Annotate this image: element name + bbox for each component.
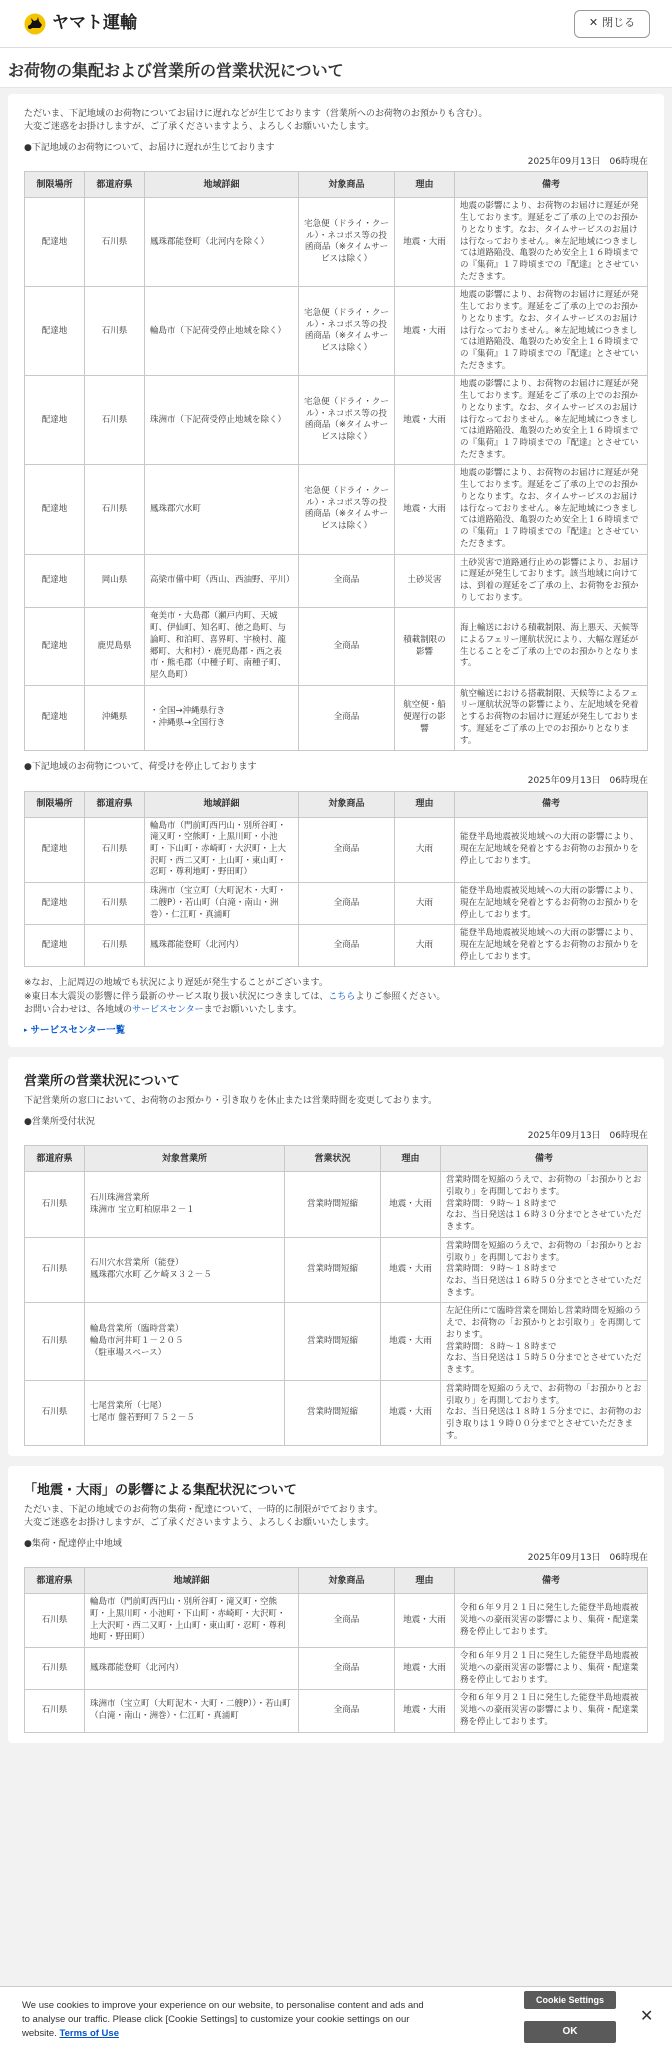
site-header [0, 0, 672, 48]
table-cell: 地震・大雨 [381, 1380, 441, 1446]
table-cell: 地震・大雨 [381, 1237, 441, 1303]
table-row [25, 925, 648, 967]
intro-line-1: ただいま、下記地域のお荷物についてお届けに遅れなどが生じております（営業所へのお荷物のお預かりも含む）。 [24, 109, 488, 119]
table-cell: 石川県 [85, 817, 145, 883]
col-header: 地域詳細 [85, 1568, 299, 1594]
table-cell: 全商品 [299, 925, 395, 967]
black-cat-logo-icon [22, 13, 48, 35]
terms-of-use-link[interactable]: Terms of Use [59, 2027, 119, 2039]
quake-date: 2025年09月13日 06時現在 [527, 1553, 648, 1564]
table-cell: 地震・大雨 [395, 465, 455, 554]
table-row [25, 1594, 648, 1648]
stop-table-header [25, 791, 648, 817]
table-cell: 石川県 [85, 925, 145, 967]
quake-intro [24, 1504, 648, 1530]
service-center-link[interactable]: サービスセンター [132, 1004, 204, 1015]
note-2 [24, 991, 648, 1004]
quake-section-title: 「地震・大雨」の影響による集配状況について [24, 1483, 297, 1499]
table-cell: 能登半島地震被災地域への大雨の影響により、現在左記地域を発着とするお荷物のお預かりを停止しております。 [455, 817, 648, 883]
table-cell: 石川県 [85, 198, 145, 287]
table-cell: 地震・大雨 [395, 1690, 455, 1732]
col-header: 制限場所 [25, 172, 85, 198]
delay-subhead: ●下記地域のお荷物について、お届けに遅れが生じております [24, 143, 275, 154]
table-cell: 地震の影響により、お荷物のお届けに遅延が発生しております。遅延をご了承の上でのお預かりとなります。なお、タイムサービスのお届けは行なっておりません。※左記地域につきましては道路陥没、亀裂のため安全上１６時頃までの『集荷』１７時頃までの『配達』とさせていただきます。 [455, 465, 648, 554]
table-cell: 全商品 [299, 1648, 395, 1690]
section1-intro [24, 108, 648, 134]
table-cell: 大雨 [395, 925, 455, 967]
table-cell: 石川穴水営業所（能登） 鳳珠郡穴水町 乙ケ崎ヌ３２－５ [85, 1237, 285, 1303]
note-2-text: ※東日本大震災の影響に伴う最新のサービス取り扱い状況につきましては、 [24, 991, 329, 1002]
table-cell: 石川県 [25, 1380, 85, 1446]
table-cell: 配達地 [25, 198, 85, 287]
table-cell: 鳳珠郡能登町（北河内） [145, 925, 299, 967]
notes [24, 977, 648, 1016]
delay-table-body [25, 198, 648, 751]
col-header: 備考 [455, 791, 648, 817]
table-cell: 営業時間短縮 [285, 1172, 381, 1238]
table-cell: 地震・大雨 [381, 1303, 441, 1380]
stop-subhead: ●下記地域のお荷物について、荷受けを停止しております [24, 762, 257, 773]
note-3-text: お問い合わせは、各地域の [24, 1004, 133, 1015]
table-cell: 配達地 [25, 287, 85, 376]
table-cell: 能登半島地震被災地域への大雨の影響により、現在左記地域を発着とするお荷物のお預かりを停止しております。 [455, 925, 648, 967]
logo-text: ヤマト運輸 [52, 13, 137, 34]
col-header: 備考 [455, 1568, 648, 1594]
table-cell: 地震・大雨 [395, 287, 455, 376]
close-button[interactable] [574, 10, 650, 38]
table-cell: 航空輸送における搭載制限、天候等によるフェリー運航状況等の影響により、左記地域を発着とするお荷物のお届けに遅延が発生しております。遅延をご了承の上でのお預かりとなります。 [455, 685, 648, 751]
col-header: 地域詳細 [145, 791, 299, 817]
table-cell: 地震・大雨 [395, 1594, 455, 1648]
table-cell: 全商品 [299, 817, 395, 883]
col-header: 対象商品 [299, 172, 395, 198]
note-3-text-post: までお願いいたします。 [203, 1004, 302, 1015]
close-label: 閉じる [602, 16, 636, 30]
east-japan-link[interactable]: こちら [328, 991, 356, 1002]
yamato-logo[interactable] [22, 12, 137, 35]
close-icon: ✕ [588, 16, 599, 30]
quake-status-panel [8, 1466, 664, 1742]
table-cell: 全商品 [299, 685, 395, 751]
table-cell: 配達地 [25, 608, 85, 685]
stop-table [24, 791, 648, 968]
table-cell: 七尾営業所（七尾） 七尾市 盤若野町７５２－５ [85, 1380, 285, 1446]
table-cell: 令和６年９月２１日に発生した能登半島地震被災地への豪雨災害の影響により、集荷・配達業務を停止しております。 [455, 1648, 648, 1690]
table-cell: 珠洲市（宝立町（大町泥木・大町・二艘P）・若山町（白滝・南山・洲巻）・仁江町・真浦町 [145, 883, 299, 925]
table-cell: 営業時間を短縮のうえで、お荷物の「お預かりとお引取り」を再開しております。 営業時間：９時～１８時まで なお、当日発送は１６時３０分までとさせていただきます。 [441, 1172, 648, 1238]
cookie-text [22, 1999, 432, 2040]
table-cell: 石川県 [25, 1594, 85, 1648]
table-row [25, 1648, 648, 1690]
table-row [25, 1172, 648, 1238]
table-cell: 石川県 [25, 1237, 85, 1303]
col-header: 営業状況 [285, 1146, 381, 1172]
table-cell: 鳳珠郡能登町（北河内） [85, 1648, 299, 1690]
table-cell: 営業時間短縮 [285, 1237, 381, 1303]
col-header: 地域詳細 [145, 172, 299, 198]
table-cell: 配達地 [25, 883, 85, 925]
table-cell: 海上輸送における積載制限、海上悪天、天候等によるフェリー運航状況により、大幅な遅延が生じることをご了承の上でのお預かりとなります。 [455, 608, 648, 685]
delay-table [24, 171, 648, 751]
table-cell: 全商品 [299, 554, 395, 608]
page-title: お荷物の集配および営業所の営業状況について [0, 48, 672, 88]
table-cell: 宅急便（ドライ・クール）・ネコポス等の投函商品（※タイムサービスは除く） [299, 376, 395, 465]
table-cell: 石川県 [25, 1303, 85, 1380]
table-cell: 宅急便（ドライ・クール）・ネコポス等の投函商品（※タイムサービスは除く） [299, 198, 395, 287]
table-cell: 令和６年９月２１日に発生した能登半島地震被災地への豪雨災害の影響により、集荷・配達業務を停止しております。 [455, 1690, 648, 1732]
table-row [25, 198, 648, 287]
table-cell: 鳳珠郡穴水町 [145, 465, 299, 554]
table-row [25, 883, 648, 925]
table-row [25, 1237, 648, 1303]
table-cell: 配達地 [25, 465, 85, 554]
quake-intro-line-1: ただいま、下記の地域でのお荷物の集荷・配達について、一時的に制限がでております。 [24, 1504, 383, 1515]
col-header: 都道府県 [85, 791, 145, 817]
table-cell: 石川珠洲営業所 珠洲市 宝立町柏原串２－１ [85, 1172, 285, 1238]
table-cell: 奄美市・大島郡（瀬戸内町、天城町、伊仙町、知名町、徳之島町、与論町、和泊町、喜界町、宇検村、龍郷町、大和村）・鹿児島郡・西之表市・熊毛郡（中種子町、南種子町、屋久島町） [145, 608, 299, 685]
table-cell: 輪島市（門前町西円山・別所谷町・滝又町・空熊町・上黒川町・小池町・下山町・赤崎町・大沢町・上大沢町・西二又町・上山町・東山町・忍町・尊利地町・野田町） [145, 817, 299, 883]
col-header: 制限場所 [25, 791, 85, 817]
office-date: 2025年09月13日 06時現在 [527, 1131, 648, 1142]
table-cell: 石川県 [25, 1172, 85, 1238]
col-header: 対象営業所 [85, 1146, 285, 1172]
table-cell: 鹿児島県 [85, 608, 145, 685]
table-cell: 全商品 [299, 608, 395, 685]
table-cell: 石川県 [25, 1690, 85, 1732]
table-row [25, 287, 648, 376]
table-cell: 珠洲市（下記荷受停止地域を除く） [145, 376, 299, 465]
table-cell: 航空便・船便遅行の影響 [395, 685, 455, 751]
table-cell: 営業時間を短縮のうえで、お荷物の「お預かりとお引取り」を再開しております。 営業時間：９時～１８時まで なお、当日発送は１６時５０分までとさせていただきます。 [441, 1237, 648, 1303]
table-cell: 石川県 [85, 883, 145, 925]
table-cell: 石川県 [85, 465, 145, 554]
cookie-banner [0, 1986, 672, 2048]
quake-table-body [25, 1594, 648, 1732]
table-cell: 地震・大雨 [395, 376, 455, 465]
table-row [25, 1303, 648, 1380]
table-cell: 地震・大雨 [395, 1648, 455, 1690]
office-section-title: 営業所の営業状況について [24, 1074, 180, 1090]
table-cell: 配達地 [25, 817, 85, 883]
office-table-header [25, 1146, 648, 1172]
table-cell: 石川県 [85, 287, 145, 376]
stop-table-body [25, 817, 648, 967]
table-row [25, 817, 648, 883]
table-cell: 地震の影響により、お荷物のお届けに遅延が発生しております。遅延をご了承の上でのお預かりとなります。なお、タイムサービスのお届けは行なっておりません。※左記地域につきましては道路陥没、亀裂のため安全上１６時頃までの『集荷』１７時頃までの『配達』とさせていただきます。 [455, 376, 648, 465]
table-cell: 大雨 [395, 883, 455, 925]
office-subhead: ●営業所受付状況 [24, 1117, 95, 1128]
cookie-message: We use cookies to improve your experience on our website, to personalise content and ads and to analyse our traffic. Please click [Cookie Settings] to customize your cookie settings on our website. [22, 2000, 424, 2039]
col-header: 備考 [455, 172, 648, 198]
table-row [25, 685, 648, 751]
table-cell: 宅急便（ドライ・クール）・ネコポス等の投函商品（※タイムサービスは除く） [299, 465, 395, 554]
table-cell: 鳳珠郡能登町（北河内を除く） [145, 198, 299, 287]
table-cell: 土砂災害 [395, 554, 455, 608]
table-cell: 地震の影響により、お荷物のお届けに遅延が発生しております。遅延をご了承の上でのお預かりとなります。なお、タイムサービスのお届けは行なっておりません。※左記地域につきましては道路陥没、亀裂のため安全上１６時頃までの『集荷』１７時頃までの『配達』とさせていただきます。 [455, 287, 648, 376]
table-cell: 地震・大雨 [381, 1172, 441, 1238]
table-cell: 岡山県 [85, 554, 145, 608]
cookie-ok-button[interactable]: OK [524, 2021, 616, 2043]
table-cell: 地震の影響により、お荷物のお届けに遅延が発生しております。遅延をご了承の上でのお預かりとなります。なお、タイムサービスのお届けは行なっておりません。※左記地域につきましては道路陥没、亀裂のため安全上１６時頃までの『集荷』１７時頃までの『配達』とさせていただきます。 [455, 198, 648, 287]
table-row [25, 554, 648, 608]
table-cell: 能登半島地震被災地域への大雨の影響により、現在左記地域を発着とするお荷物のお預かりを停止しております。 [455, 883, 648, 925]
col-header: 都道府県 [25, 1146, 85, 1172]
table-row [25, 608, 648, 685]
table-cell: 輪島市（下記荷受停止地域を除く） [145, 287, 299, 376]
quake-table [24, 1567, 648, 1732]
col-header: 理由 [381, 1146, 441, 1172]
note-2-text-post: よりご参照ください。 [355, 991, 446, 1002]
table-cell: 石川県 [85, 376, 145, 465]
col-header: 理由 [395, 172, 455, 198]
office-intro: 下記営業所の窓口において、お荷物のお預かり・引き取りを休止または営業時間を変更しております。 [24, 1095, 438, 1106]
table-cell: 宅急便（ドライ・クール）・ネコポス等の投函商品（※タイムサービスは除く） [299, 287, 395, 376]
col-header: 対象商品 [299, 791, 395, 817]
table-cell: 営業時間短縮 [285, 1303, 381, 1380]
table-cell: 配達地 [25, 554, 85, 608]
office-table-body [25, 1172, 648, 1446]
table-cell: 地震・大雨 [395, 198, 455, 287]
arrow-right-icon: ▸ [24, 1026, 28, 1035]
table-cell: 輪島営業所（臨時営業） 輪島市河井町１－２０５ （駐車場スペース） [85, 1303, 285, 1380]
table-cell: 全商品 [299, 1594, 395, 1648]
table-row [25, 465, 648, 554]
table-cell: 土砂災害で道路通行止めの影響により、お届けに遅延が発生しております。該当地域に向けては、到着の遅延をご了承の上、お荷物をお預かりしております。 [455, 554, 648, 608]
office-table [24, 1145, 648, 1446]
quake-table-header [25, 1568, 648, 1594]
service-center-list-label: サービスセンター一覧 [30, 1024, 126, 1036]
close-icon[interactable]: ✕ [640, 2006, 654, 2025]
table-cell: 令和６年９月２１日に発生した能登半島地震被災地への豪雨災害の影響により、集荷・配達業務を停止しております。 [455, 1594, 648, 1648]
delay-table-header [25, 172, 648, 198]
table-row [25, 1380, 648, 1446]
note-3 [24, 1004, 648, 1017]
quake-intro-line-2: 大変ご迷惑をお掛けしますが、ご了承くださいますよう、よろしくお願いいたします。 [24, 1517, 375, 1528]
table-cell: 石川県 [25, 1648, 85, 1690]
col-header: 都道府県 [85, 172, 145, 198]
table-cell: 営業時間短縮 [285, 1380, 381, 1446]
quake-subhead: ●集荷・配達停止中地域 [24, 1539, 122, 1550]
col-header: 理由 [395, 1568, 455, 1594]
table-cell: 輪島市（門前町西円山・別所谷町・滝又町・空熊町・上黒川町・小池町・下山町・赤崎町・大沢町・上大沢町・西二又町・上山町・東山町・忍町・尊利地町・野田町） [85, 1594, 299, 1648]
col-header: 都道府県 [25, 1568, 85, 1594]
intro-line-2: 大変ご迷惑をお掛けしますが、ご了承くださいますよう、よろしくお願いいたします。 [24, 122, 375, 133]
note-1: ※なお、上記周辺の地域でも状況により遅延が発生することがございます。 [24, 978, 328, 989]
service-center-list-link[interactable] [24, 1025, 648, 1038]
delay-date: 2025年09月13日 06時現在 [527, 157, 648, 168]
table-cell: 左記住所にて臨時営業を開始し営業時間を短縮のうえで、お荷物の「お預かりとお引取り」を再開しております。 営業時間：８時～１８時まで なお、当日発送は１５時５０分までとさせていただきます。 [441, 1303, 648, 1380]
table-cell: 積載制限の影響 [395, 608, 455, 685]
table-cell: 配達地 [25, 925, 85, 967]
table-cell: 高梁市備中町（西山、西油野、平川） [145, 554, 299, 608]
col-header: 備考 [441, 1146, 648, 1172]
table-cell: 営業時間を短縮のうえで、お荷物の「お預かりとお引取り」を再開しております。 なお、当日発送は１８時１５分までに、お荷物のお引き取りは１９時００分までとさせていただきます。 [441, 1380, 648, 1446]
office-status-panel [8, 1057, 664, 1456]
table-cell: 沖縄県 [85, 685, 145, 751]
table-cell: 全商品 [299, 883, 395, 925]
col-header: 理由 [395, 791, 455, 817]
delivery-status-panel [8, 94, 664, 1047]
table-row [25, 1690, 648, 1732]
cookie-settings-button[interactable]: Cookie Settings [524, 1991, 616, 2009]
stop-date: 2025年09月13日 06時現在 [527, 776, 648, 787]
table-cell: ・全国→沖縄県行き ・沖縄県→全国行き [145, 685, 299, 751]
table-cell: 大雨 [395, 817, 455, 883]
table-cell: 珠洲市（宝立町（大町泥木・大町・二艘P））・若山町（白滝・南山・洲巻）・仁江町・真浦町 [85, 1690, 299, 1732]
table-cell: 配達地 [25, 376, 85, 465]
col-header: 対象商品 [299, 1568, 395, 1594]
table-cell: 配達地 [25, 685, 85, 751]
table-cell: 全商品 [299, 1690, 395, 1732]
table-row [25, 376, 648, 465]
